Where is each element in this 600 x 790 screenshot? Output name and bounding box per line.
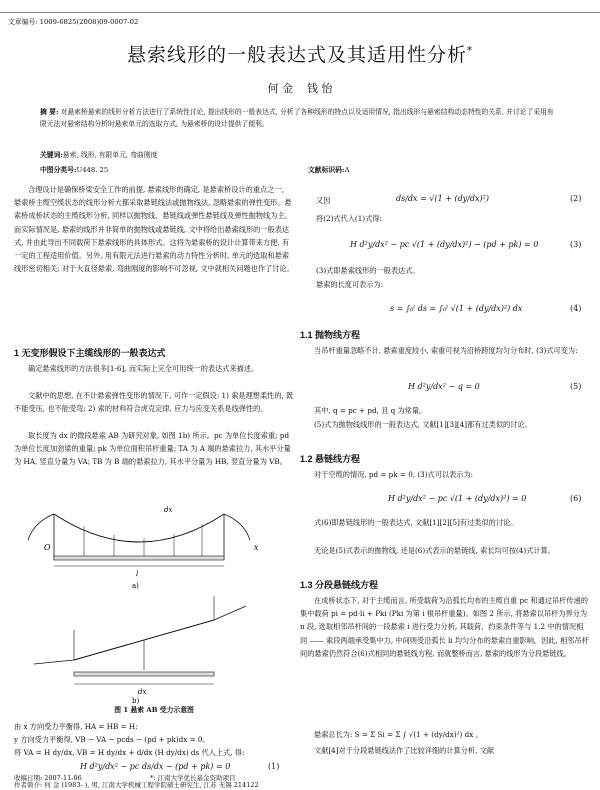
- figure-1a: [28, 506, 259, 590]
- p13: 在成桥状态下, 对于主缆而言, 所受载荷为沿弧长均布的主缆自重 pc 和通过吊杆传递的集中载荷 pi = pd·li + Pki (Pki 为第 i 根吊杆重量)。如图 2 所示, 将悬索以吊杆为界分为 n 段, 选取相邻吊杆间的一段悬索 i 进行受力分析, 其载荷、约束条件等与 1.2 中的情况相同 —— 索段两端承受集中力, 中间则受沿弧长 li 均匀分布的悬索自重影响。因此, 相邻吊杆间的悬索仍然符合(6)式相同的悬链线方程, 而就整桥而言, 悬索的线形为分段悬链线。: [300, 596, 589, 658]
- section-1-heading: 1 无变形假设下主缆线形的一般表达式: [14, 348, 166, 358]
- p12: 对于空缆的情况, pd = pk = 0, (3)式可以表示为:: [314, 470, 474, 479]
- fig-label-b: b): [132, 697, 140, 705]
- equation-2: ds/dx = √(1 + (dy/dx)²): [396, 194, 489, 203]
- eq-substitute: 将 VA = H dy/dx, VB = H dy/dx + d/dx (H dy/dx) ds 代入上式, 得:: [14, 748, 245, 757]
- sub-text: 将(2)式代入(1)式得:: [316, 214, 382, 223]
- eq-y-balance: y 方向受力平衡得, VB − VA − pcds − (pd + pk)dx = 0。: [14, 735, 210, 744]
- equation-6-number: (6): [570, 494, 582, 503]
- p13c: 文献[4]对于分段悬链线法作了比较详细的计算分析, 文献: [314, 746, 495, 755]
- p11c: (5)式为抛物线线形的一般表达式, 文献[1][3][4]都有过类似的讨论。: [314, 420, 532, 429]
- fig-label-dx: dx: [164, 506, 173, 514]
- section-1-2-heading: 1.2 悬链线方程: [300, 454, 361, 464]
- equation-4-number: (4): [570, 304, 582, 313]
- left-p4: 取长度为 dx 的微段悬索 AB 为研究对象, 如图 1b) 所示。pc 为单位长度索重; pd 为单位长度加劲梁的重量; pk 为单位面积吊杆重量; TA 为 A 端的悬索拉力, 其水平分量为 HA, 竖直分量为 VA; TB 为 B 端的悬索拉力, 其水平分量为 HB, 竖直分量为 VB。: [14, 431, 291, 467]
- abstract-label: 摘 要:: [40, 108, 59, 116]
- abstract: [40, 106, 560, 130]
- figure-caption: 图 1 悬索 AB 受力示意图: [114, 706, 194, 714]
- received-date: 收稿日期: 2007-11-06: [14, 774, 82, 782]
- left-p2: 确定悬索线形的方法很多[1-6], 而实际上完全可用统一的表达式来描述。: [28, 364, 259, 373]
- doc-id: 文章编号: 1009-6825(2008)09-0007-02: [8, 18, 139, 26]
- left-p3: 文献中的思想, 在不计悬索弹性变形的情况下, 可作一定假设: 1) 索是理想柔性的, 既不能受压, 也不能受弯; 2) 索的材料符合虎克定律, 应力与应变关系是线弹性的。: [14, 391, 294, 414]
- title-mark: *: [467, 45, 473, 57]
- keywords: 关键词:悬索, 线形, 有限单元, 弯曲刚度: [40, 151, 158, 159]
- equation-6: H d²y/dx² − pc √(1 + (dy/dx)²) = 0: [388, 494, 527, 503]
- equation-4: s = ∫₀ˡ ds = ∫₀ˡ √(1 + (dy/dx)²) dx: [390, 304, 523, 313]
- p3b: 悬索的长度可表示为:: [316, 280, 384, 289]
- section-1-1-heading: 1.1 抛物线方程: [300, 330, 361, 340]
- abstract-text: 对悬索桥悬索的线形分析方法进行了系统性讨论, 提出线形的一般表达式, 分析了各种线形的特点以及适用情况, 指出线形与悬索结构动态特性的关系, 并讨论了采用有限元法对悬索结构分析时悬索单元的选取方式, 为悬索桥的设计提供了便利。: [40, 108, 554, 128]
- equation-2-number: (2): [570, 194, 582, 203]
- top-rule: [0, 12, 600, 13]
- yin-text: 又因: [316, 196, 331, 205]
- figure-1: [14, 500, 284, 705]
- figure-1b: [34, 596, 246, 705]
- p12b: 式(6)即悬链线形的一般表达式, 文献[1][2][5]有过类似的讨论。: [314, 518, 518, 527]
- fig-label-O: O: [44, 543, 51, 552]
- fund-note: *: 江南大学优长基金资助项目: [150, 774, 236, 782]
- fig-label-x: x: [254, 543, 259, 552]
- author-bio: 作者简介: 何 金 (1983- ), 男, 江南大学机械工程学院硕士研究生, 江苏 无锡 214122: [14, 781, 259, 789]
- p11: 当吊杆重量忽略不计, 悬索重度较小, 索重可视为沿桥跨度均匀分布时, (3)式可变为:: [314, 346, 578, 355]
- eq-x-balance: 由 x 方向受力平衡得, HA = HB = H;: [14, 722, 138, 731]
- equation-1: H d²y/dx² − pc ds/dx − (pd + pk) = 0: [80, 762, 231, 771]
- footnote-rule: [14, 762, 134, 763]
- p11b: 其中, q = pc + pd, 且 q 为常量。: [314, 406, 427, 415]
- fig-label-a: a): [132, 582, 139, 590]
- equation-3: H d²y/dx² − pc √(1 + (dy/dx)²) − (pd + pk) = 0: [350, 240, 539, 249]
- page-title: 悬索线形的一般表达式及其适用性分析*: [126, 44, 473, 66]
- p12c: 无论是(5)式表示的抛物线, 还是(6)式表示的悬链线, 索长均可按(4)式计算。: [314, 546, 555, 555]
- fig-label-dx-b: dx: [138, 688, 147, 696]
- authors: 何 金 钱 怡: [267, 82, 333, 95]
- doc-code: 文献标识码:A: [308, 166, 350, 174]
- equation-5: H d²y/dx² − q = 0: [408, 382, 480, 391]
- p3a: (3)式即悬索线形的一般表达式。: [316, 266, 420, 275]
- equation-5-number: (5): [570, 382, 582, 391]
- equation-3-number: (3): [570, 240, 582, 249]
- section-1-3-heading: 1.3 分段悬链线方程: [300, 580, 379, 590]
- p13b: 悬索总长为: S = Σ Si = Σ ∫ √(1 + (dy/dx)²) dx 。: [314, 730, 483, 739]
- clc: 中图分类号:U448. 25: [40, 166, 109, 174]
- left-p1: 合理设计是确保桥梁安全工作的前提, 悬索线形的确定, 是悬索桥设计的重点之一。悬索桥主缆空缆状态的线形分析大都采取悬链线法或抛物线法, 忽略悬索的弹性变形。悬索桥成桥状态的主缆线形分析, 同样以抛物线、悬链线或弹性悬链线及弹性抛物线为主。而实际情况是, 悬索的线形并非简单的抛物线或悬链线, 文中将给出悬索线形的一般表达式, 并由此导出不同载荷下悬索线形的具体形式。这将为悬索桥的设计计算带来方便, 有一定的工程适用价值。另外, 用有限元法进行悬索的动力特性分析时, 单元的选取和悬索线形密切相关; 对于大直径悬索, 弯曲刚度的影响不可忽视, 文中就相关问题也作了讨论。: [14, 185, 294, 274]
- equation-1-number: (1): [268, 762, 280, 771]
- fig-label-l: l: [136, 570, 139, 578]
